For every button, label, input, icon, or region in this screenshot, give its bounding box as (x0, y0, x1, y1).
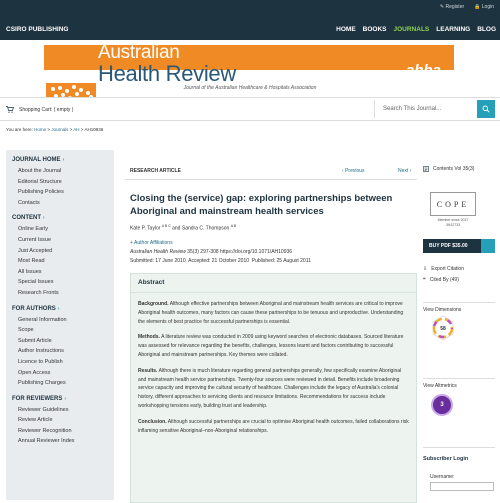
main-nav (336, 26, 496, 33)
chevron-right-icon: › (64, 395, 67, 402)
breadcrumb-sep: > (69, 127, 73, 132)
abstract-text: Although effective partnerships between Aboriginal and mainstream health services are critical to improve Aboriginal health outcomes, many factors can cause these partnerships to be tenuous and unproductive. Understanding the elements of best practice for successful partnerships is essential. (138, 301, 404, 325)
top-bar (0, 0, 500, 40)
dimensions-badge[interactable] (430, 315, 456, 341)
sidebar-heading-label: JOURNAL HOME (12, 157, 61, 163)
abstract-label: Methods. (138, 334, 160, 341)
journal-name: Australian Health Review (130, 249, 186, 255)
sidebar-item-contacts[interactable]: Contacts (18, 199, 40, 206)
cope-member-since: Member since 2017 (437, 218, 469, 222)
sidebar-heading-for-reviewers[interactable] (6, 396, 114, 405)
sidebar-item-scope[interactable]: Scope (18, 327, 34, 334)
export-icon: ⇩ (423, 266, 428, 272)
breadcrumb-home[interactable]: Home (34, 127, 47, 132)
sidebar-item-review-article[interactable]: Review Article (18, 417, 53, 424)
article-dates (130, 258, 311, 264)
citation-details[interactable]: 35(3) 297-308 https://doi.org/10.1071/AH10936 (187, 249, 293, 255)
register-link[interactable]: ✎ Register (439, 4, 465, 10)
article-main (125, 160, 417, 500)
username-input[interactable] (430, 482, 494, 491)
arrow-right-icon (481, 239, 495, 253)
previous-label: Previous (345, 168, 365, 174)
sidebar-content (6, 215, 114, 298)
contents-label: Contents Vol 35(3) (433, 166, 475, 172)
sidebar-heading-journal-home[interactable] (6, 157, 114, 166)
chevron-right-icon: › (62, 157, 65, 163)
sidebar-item-about[interactable]: About the Journal (18, 168, 62, 174)
abstract-results (131, 367, 416, 411)
abstract-text: A literature review was conducted in 2009 using keyword searches of electronic databases. Sourced literature was assessed for relevance regarding the benefits, challenges, lessons learnt and factors contributing to successful Aboriginal and mainstream partnerships. Key themes were collated. (138, 334, 404, 358)
nav-blog[interactable]: BLOG (477, 26, 496, 33)
author-affiliations-toggle[interactable]: + Author Affiliations (130, 240, 173, 246)
login-label: Login (481, 4, 494, 10)
breadcrumb-sep: > (80, 127, 84, 132)
article-authors (130, 224, 236, 232)
sidebar-item-author-instructions[interactable]: Author Instructions (18, 348, 64, 355)
buy-pdf-button[interactable] (423, 239, 495, 253)
nav-books[interactable]: BOOKS (362, 26, 387, 33)
sidebar-item-submit-article[interactable]: Submit Article (18, 337, 52, 344)
search-button[interactable] (477, 100, 495, 118)
sidebar-item-current-issue[interactable]: Current Issue (18, 236, 52, 243)
breadcrumb-journals[interactable]: Journals (51, 127, 69, 132)
breadcrumb-ah[interactable]: AH (73, 127, 80, 132)
journal-banner[interactable] (0, 40, 500, 100)
register-label: Register (445, 4, 465, 10)
logo-dot (75, 92, 79, 96)
accepted-date: Accepted: 21 October 2010 (188, 258, 249, 264)
sidebar-item-research-fronts[interactable]: Research Fronts (18, 289, 59, 296)
abstract-label: Background. (138, 301, 169, 307)
author-link[interactable]: and Sandra C. Thompson (172, 225, 230, 232)
cited-by-label: Cited By (49) (429, 277, 459, 283)
sidebar-journal-home (6, 157, 114, 208)
chevron-right-icon: › (43, 215, 45, 222)
utility-links (440, 4, 494, 10)
sidebar-item-most-read[interactable]: Most Read (18, 258, 45, 265)
export-citation-link[interactable] (423, 266, 464, 272)
author-affiliation-marks: A B C (161, 224, 171, 228)
sidebar-item-editorial[interactable]: Editorial Structure (18, 178, 62, 185)
contents-link[interactable] (423, 166, 474, 172)
buy-pdf-label: BUY PDF $35.00 (429, 243, 468, 249)
sidebar-item-reviewer-guidelines[interactable]: Reviewer Guidelines (18, 406, 69, 413)
sidebar-item-reviewer-recognition[interactable]: Reviewer Recognition (18, 427, 72, 434)
altmetric-badge[interactable]: 3 (431, 394, 453, 416)
cart-icon (6, 106, 14, 113)
cope-member-id: JM12733 (445, 222, 461, 227)
sidebar-heading-label: FOR REVIEWERS (12, 395, 63, 402)
abstract-heading: Abstract (131, 274, 416, 293)
sidebar (6, 150, 114, 500)
sidebar-item-open-access[interactable]: Open Access (18, 369, 51, 376)
abstract-label: Conclusion. (138, 418, 167, 425)
sidebar-item-all-issues[interactable]: All Issues (18, 268, 42, 275)
breadcrumb (6, 127, 103, 132)
cart-search-bar (0, 97, 500, 121)
export-label: Export Citation (431, 266, 464, 272)
sidebar-heading-content[interactable] (6, 215, 114, 224)
sidebar-item-online-early[interactable]: Online Early (18, 226, 48, 233)
banner-title-line1: Australian (98, 42, 180, 63)
author-link[interactable]: Kate P. Taylor (130, 225, 161, 232)
next-label: Next (398, 168, 409, 174)
next-article-link[interactable]: Next › (398, 168, 412, 174)
citation-icon: ❝ (423, 277, 426, 283)
sidebar-heading-for-authors[interactable] (6, 306, 114, 315)
dimensions-value: 58 (440, 326, 446, 332)
sidebar-item-publishing-charges[interactable]: Publishing Charges (18, 380, 66, 387)
breadcrumb-sep: > (47, 127, 51, 132)
chevron-right-icon: › (57, 305, 60, 312)
sidebar-heading-label: CONTENT (12, 215, 41, 222)
article-citation (130, 249, 292, 255)
document-icon (423, 166, 429, 172)
sidebar-for-reviewers (6, 396, 114, 447)
cope-member-text (423, 218, 483, 227)
nav-journals[interactable]: JOURNALS (393, 26, 430, 33)
article-header (125, 160, 417, 180)
abstract-background (131, 300, 416, 326)
author-affiliation-marks: A B (230, 224, 237, 228)
sidebar-item-licence[interactable]: Licence to Publish (18, 358, 63, 365)
sidebar-heading-label: FOR AUTHORS (12, 305, 56, 312)
banner-title-line2: Health Review (98, 61, 236, 86)
submitted-date: Submitted: 17 June 2010 (130, 258, 186, 264)
breadcrumb-current: AH10936 (84, 127, 104, 132)
login-link[interactable]: 🔒 Login (474, 4, 494, 10)
sidebar-item-annual-reviewer-index[interactable]: Annual Reviewer Index (18, 438, 75, 445)
breadcrumb-prefix: You are here: (6, 127, 33, 132)
previous-article-link[interactable]: ‹ Previous (342, 168, 365, 174)
cited-by-link[interactable] (423, 277, 459, 283)
sidebar-for-authors (6, 306, 114, 389)
username-label: Username: (430, 474, 455, 480)
sidebar-item-just-accepted[interactable]: Just Accepted (18, 247, 53, 254)
nav-learning[interactable]: LEARNING (436, 26, 471, 33)
abstract-conclusion (131, 418, 416, 436)
article-type-label: RESEARCH ARTICLE (130, 168, 181, 174)
abstract-panel (130, 273, 417, 503)
abstract-text: Although there is much literature regarding general partnerships generally, few specifically examine Aboriginal and mainstream health service partnerships. Twenty-four sources were reviewed in detail. Benefits include broadening service capacity and improving the cultural security of healthcare. Challenges include the legacy of Australia's colonial history, different approaches to servicing clients and resource limitations. Recommendations for success include workshopping tensions early, building trust and leadership. (138, 367, 402, 409)
abstract-label: Results. (138, 367, 158, 374)
journal-subtitle: Journal of the Australian Healthcare & Hospitals Association (183, 85, 317, 91)
published-date: Published: 25 August 2011 (251, 258, 311, 264)
article-title: Closing the (service) gap: exploring partnerships between Aboriginal and mainstream health services (130, 193, 393, 217)
subscriber-login-heading: Subscriber Login (423, 447, 495, 462)
brand-name[interactable]: CSIRO PUBLISHING (6, 26, 69, 33)
search-input[interactable]: Search This Journal... (374, 100, 477, 118)
nav-home[interactable]: HOME (336, 26, 356, 33)
cope-logo[interactable]: COPE (430, 192, 476, 216)
ahha-logo: ahha (406, 62, 442, 79)
sidebar-item-special-issues[interactable]: Special Issues (18, 279, 54, 286)
search-icon (482, 105, 490, 113)
view-dimensions-heading: View Dimensions (423, 302, 495, 313)
view-altmetrics-heading: View Altmetrics (423, 378, 495, 389)
cart-label: Shopping Cart: ( empty ) (19, 106, 74, 113)
shopping-cart[interactable] (6, 106, 73, 113)
sidebar-item-general-info[interactable]: General Information (18, 316, 67, 323)
sidebar-item-policies[interactable]: Publishing Policies (18, 189, 64, 196)
abstract-methods (131, 333, 416, 359)
abstract-text: Although successful partnerships are crucial to optimise Aboriginal health outcomes, failed collaborations risk inflaming sensitive Aboriginal–non-Aboriginal relationships. (138, 418, 409, 434)
right-panel (423, 160, 495, 500)
